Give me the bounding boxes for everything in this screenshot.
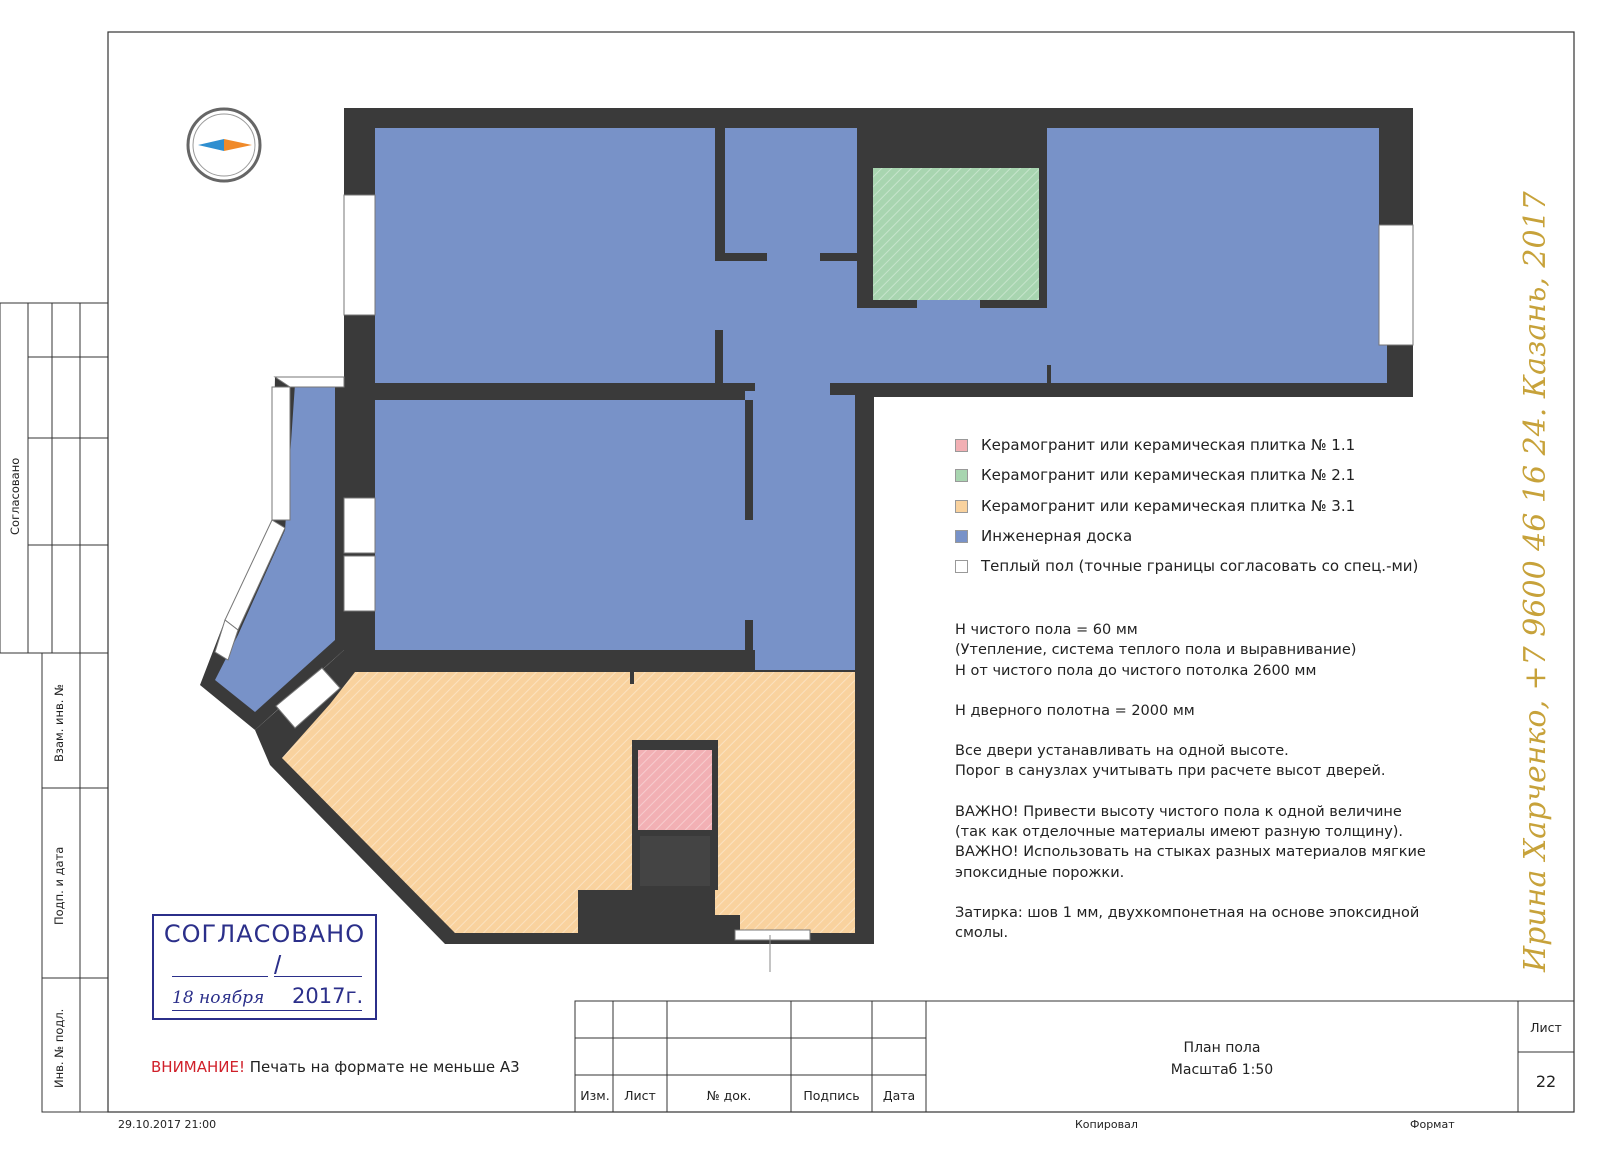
note-line: Н дверного полотна = 2000 мм (955, 702, 1195, 719)
side-stamp-inv-orig: Инв. № подл. (52, 1008, 66, 1088)
footer-timestamp: 29.10.2017 21:00 (118, 1118, 217, 1131)
legend-label: Керамогранит или керамическая плитка № 3.1 (981, 497, 1356, 515)
legend-label: Теплый пол (точные границы согласовать со спец.-ми) (981, 557, 1419, 575)
col-date: Дата (882, 1088, 916, 1103)
side-stamp-agreed: Согласовано (8, 457, 22, 535)
legend-swatch (955, 439, 968, 452)
legend-item-tile-1-1 (955, 435, 1355, 455)
compass-icon (188, 109, 260, 181)
stamp-title: СОГЛАСОВАНО (163, 920, 366, 948)
stamp-year: 2017г. (292, 984, 364, 1008)
legend-item-tile-3-1 (955, 496, 1355, 516)
note-line: Н чистого пола = 60 мм (955, 622, 1138, 638)
signature-text: Ирина Харченко, +7 9600 46 16 24. Казань, 2017 (1518, 191, 1553, 972)
legend-label: Керамогранит или керамическая плитка № 1.1 (981, 436, 1356, 454)
legend-swatch (955, 469, 968, 482)
notes-block (955, 620, 1495, 944)
note-line: Порог в санузлах учитывать при расчете высот дверей. (955, 763, 1386, 780)
footer-copied: Копировал (1075, 1118, 1138, 1131)
legend-item-tile-2-1 (955, 465, 1355, 485)
note-line: смолы. (955, 925, 1009, 942)
col-signature: Подпись (803, 1088, 860, 1103)
legend-item-warm-floor (955, 556, 1418, 576)
note-line: ВАЖНО! Привести высоту чистого пола к одной величине (955, 803, 1402, 820)
sheet-label: Лист (1530, 1020, 1562, 1035)
note-line: ВАЖНО! Использовать на стыках разных материалов мягкие (955, 844, 1426, 861)
print-warning-text: Печать на формате не меньше А3 (244, 1058, 520, 1076)
side-stamp-inv-replace: Взам. инв. № (52, 683, 66, 762)
tile-2-1-bathroom (873, 122, 1039, 300)
note-line: эпоксидные порожки. (955, 864, 1125, 881)
note-line: Н от чистого пола до чистого потолка 2600 мм (955, 662, 1317, 679)
drawing-title: План пола (1183, 1040, 1261, 1056)
tile-3-1-living (282, 672, 855, 933)
sheet-number: 22 (1535, 1072, 1557, 1091)
stamp-date: 18 ноября (172, 988, 265, 1008)
legend-item-engineered-board (955, 526, 1132, 546)
legend-label: Керамогранит или керамическая плитка № 2.1 (981, 466, 1356, 484)
col-doc-number: № док. (706, 1088, 752, 1103)
col-sheet: Лист (624, 1088, 656, 1103)
drawing-scale: Масштаб 1:50 (1170, 1062, 1274, 1078)
legend-label: Инженерная доска (981, 527, 1133, 545)
note-line: Затирка: шов 1 мм, двухкомпонетная на основе эпоксидной (955, 904, 1420, 921)
note-line: (Утепление, система теплого пола и выравнивание) (955, 642, 1357, 659)
footer-format: Формат (1410, 1118, 1455, 1131)
print-warning-strong: ВНИМАНИЕ! (151, 1058, 245, 1076)
legend-swatch (955, 500, 968, 513)
stamp-slash: / (274, 950, 282, 980)
approval-stamp (152, 914, 377, 1020)
note-line: (так как отделочные материалы имеют разную толщину). (955, 824, 1404, 841)
print-warning (151, 1058, 520, 1076)
legend-swatch (955, 560, 968, 573)
side-stamp-sign-date: Подп. и дата (52, 846, 66, 925)
legend-swatch (955, 530, 968, 543)
note-line: Все двери устанавливать на одной высоте. (955, 743, 1289, 760)
col-change: Изм. (580, 1088, 610, 1103)
